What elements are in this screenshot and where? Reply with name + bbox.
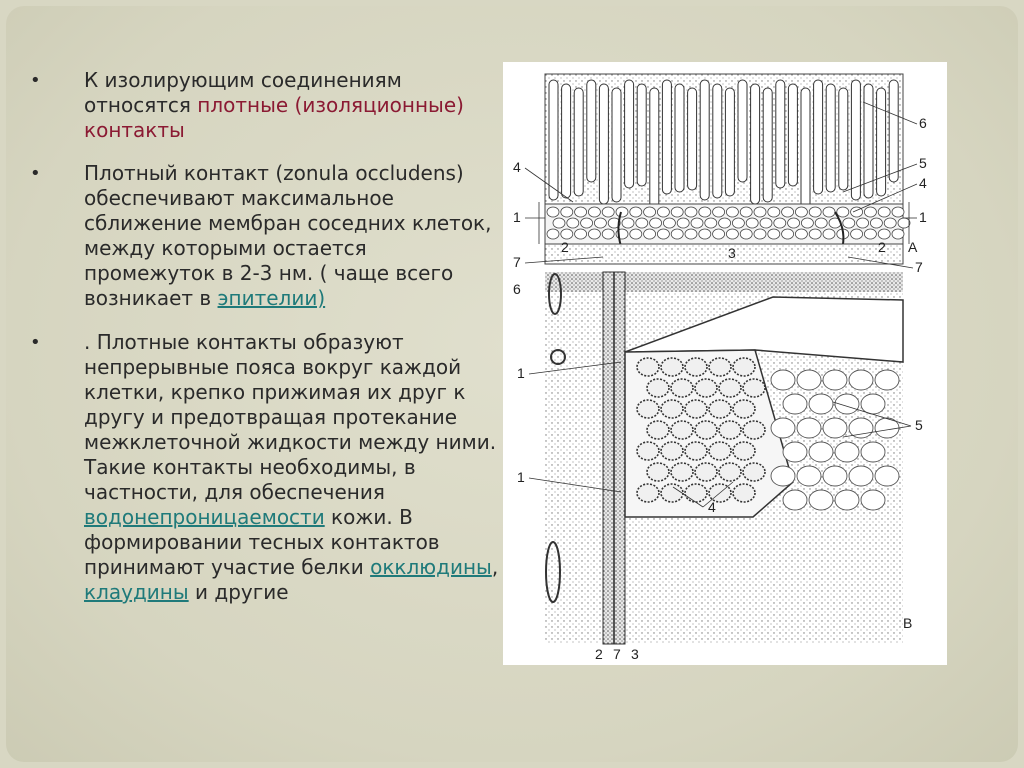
microvillus [675,84,684,192]
bullet-text: . Плотные контакты образуют непрерывные пояса вокруг каждой клетки, крепко прижимая их друг к другу и предотвращая протекание межклеточной жидкости между ними. Такие контакты необходимы, в частности, для обеспечения водонепроницаемости кожи. В формировании тесных контактов принимают участие белки окклюдины, клаудины и другие [84,330,499,604]
junction-strand [768,207,780,217]
junction-strand [685,229,697,239]
junction-strand [575,229,587,239]
junction-cell [719,379,741,397]
junction-cell [671,463,693,481]
junction-strand [650,218,662,228]
junction-strand [644,207,656,217]
junction-cell [647,421,669,439]
junction-strand [567,218,579,228]
junction-strand [878,207,890,217]
cobble [875,370,899,390]
junction-strand [740,229,752,239]
junction-strand [898,218,910,228]
junction-cell [647,463,669,481]
junction-strand [622,218,634,228]
cobble [771,466,795,486]
junction-cell [709,442,731,460]
microvillus [599,84,608,204]
cobble [835,490,859,510]
junction-strand [782,207,794,217]
junction-strand [553,218,565,228]
junction-strand [809,207,821,217]
microvillus [625,80,634,188]
junction-strand [870,218,882,228]
cobble [809,490,833,510]
junction-strand [691,218,703,228]
cobble [809,394,833,414]
junction-strand [713,207,725,217]
junction-strand [823,207,835,217]
junction-cell [719,463,741,481]
junction-cell [733,400,755,418]
junction-strand [754,207,766,217]
microvillus [826,84,835,192]
junction-strand [782,229,794,239]
junction-strand [657,207,669,217]
bullet-dot-icon: • [30,332,41,353]
cobble [771,418,795,438]
junction-strand [561,207,573,217]
label: 2 [561,239,569,255]
junction-strand [795,229,807,239]
junction-strand [594,218,606,228]
junction-strand [768,229,780,239]
microvillus [725,88,734,196]
junction-cell [637,358,659,376]
junction-strand [774,218,786,228]
label: 6 [513,281,521,297]
junction-cell [733,484,755,502]
junction-cell [661,442,683,460]
junction-strand [644,229,656,239]
junction-strand [760,218,772,228]
cobble [771,370,795,390]
panel-b [545,272,903,644]
bullet-list [30,68,500,605]
junction-strand [892,229,904,239]
label: 7 [915,259,923,275]
junction-strand [864,207,876,217]
cobble [797,370,821,390]
junction-cell [661,484,683,502]
junction-cell [661,400,683,418]
cobble [861,442,885,462]
link-claudins[interactable]: клаудины [84,580,189,604]
junction-strand [699,229,711,239]
label: 5 [919,155,927,171]
junction-cell [709,400,731,418]
junction-strand [705,218,717,228]
label: 3 [728,245,736,261]
microvillus [713,84,722,198]
junction-strand [713,229,725,239]
junction-cell [733,358,755,376]
cobble [797,418,821,438]
label: 7 [513,254,521,270]
link-waterproofing[interactable]: водонепроницаемости [84,505,325,529]
junction-strand [588,207,600,217]
label: 2 [878,239,886,255]
junction-strand [630,207,642,217]
junction-cell [637,484,659,502]
junction-cell [695,463,717,481]
label: A [908,239,918,255]
junction-strand [740,207,752,217]
label: 5 [915,417,923,433]
bullet-dot-icon: • [30,70,41,91]
junction-strand [754,229,766,239]
junction-strand [843,218,855,228]
junction-strand [602,229,614,239]
junction-strand [685,207,697,217]
junction-strand [588,229,600,239]
bullet-item-1 [30,68,500,143]
junction-strand [823,229,835,239]
junction-strand [657,229,669,239]
label: 4 [513,159,521,175]
cobble [861,490,885,510]
cobble [809,442,833,462]
microvillus [612,88,621,202]
cobble [783,394,807,414]
junction-strand [801,218,813,228]
label: 4 [919,175,927,191]
microvillus [801,88,810,208]
junction-cell [743,463,765,481]
microvillus [839,88,848,190]
microvillus [776,80,785,188]
microvillus [562,84,571,198]
junction-strand [581,218,593,228]
figure-drawing [503,62,947,665]
junction-cell [647,379,669,397]
junction-cell [685,358,707,376]
junction-strand [726,229,738,239]
junction-strand [547,207,559,217]
microvillus [889,80,898,182]
junction-strand [677,218,689,228]
junction-cell [685,484,707,502]
junction-strand [732,218,744,228]
microvillus [763,88,772,202]
cobble [849,418,873,438]
junction-cell [695,421,717,439]
bullet-text: К изолирующим соединениям относятся плотные (изоляционные) контакты [84,68,464,142]
microvillus [851,80,860,200]
microvillus [662,80,671,194]
bullet-item-3 [30,330,500,605]
cobble [823,418,847,438]
microvillus [637,84,646,186]
junction-strand [864,229,876,239]
cobble [861,394,885,414]
microvillus [574,88,583,196]
bullet-text: Плотный контакт (zonula occludens) обеспечивают максимальное сближение мембран соседних клеток, между которыми остается промежуток в 2-3 нм. ( чаще всего возникает в эпителии) [84,161,492,310]
bullet-dot-icon: • [30,163,41,184]
tight-junction-figure [503,62,947,665]
microvillus [549,80,558,200]
junction-cell [637,400,659,418]
junction-strand [746,218,758,228]
microvillus [751,84,760,204]
junction-cell [743,379,765,397]
junction-strand [630,229,642,239]
cobble [823,466,847,486]
cobble [849,466,873,486]
cobble [823,370,847,390]
junction-cell [671,379,693,397]
label: 2 [595,646,603,662]
accent-text: плотные (изоляционные) контакты [84,93,464,142]
junction-strand [809,229,821,239]
junction-strand [892,207,904,217]
junction-strand [815,218,827,228]
microvillus [587,80,596,182]
junction-strand [636,218,648,228]
cobble [835,442,859,462]
cobble [783,490,807,510]
label: 3 [631,646,639,662]
cobble [849,370,873,390]
microvillus [650,88,659,208]
microvillus [788,84,797,186]
microvillus [688,88,697,190]
junction-strand [616,207,628,217]
junction-strand [788,218,800,228]
junction-cell [671,421,693,439]
junction-cell [719,421,741,439]
label: 6 [919,115,927,131]
junction-strand [719,218,731,228]
junction-strand [851,229,863,239]
junction-cell [661,358,683,376]
junction-strand [726,207,738,217]
microvillus [877,88,886,196]
cobble [783,442,807,462]
junction-strand [671,229,683,239]
link-occludins[interactable]: окклюдины [370,555,492,579]
label: 4 [708,499,716,515]
junction-cell [637,442,659,460]
junction-strand [671,207,683,217]
junction-cell [743,421,765,439]
label: 7 [613,646,621,662]
junction-cell [709,358,731,376]
cobble [875,466,899,486]
microvillus [700,80,709,200]
junction-strand [795,207,807,217]
junction-strand [561,229,573,239]
junction-strand [602,207,614,217]
label: 1 [919,209,927,225]
junction-cell [685,442,707,460]
junction-strand [884,218,896,228]
junction-cell [685,400,707,418]
junction-strand [857,218,869,228]
link-epithelium[interactable]: эпителии) [217,286,326,310]
cobble [797,466,821,486]
label: 1 [517,469,525,485]
junction-strand [699,207,711,217]
label: 1 [513,209,521,225]
junction-strand [837,207,849,217]
junction-cell [695,379,717,397]
label: B [903,615,913,631]
label: 1 [517,365,525,381]
junction-strand [547,229,559,239]
microvillus [814,80,823,194]
panel-a [545,74,910,264]
junction-strand [878,229,890,239]
bullet-item-2 [30,161,500,311]
microvillus [738,80,747,182]
junction-strand [575,207,587,217]
junction-cell [733,442,755,460]
junction-strand [663,218,675,228]
